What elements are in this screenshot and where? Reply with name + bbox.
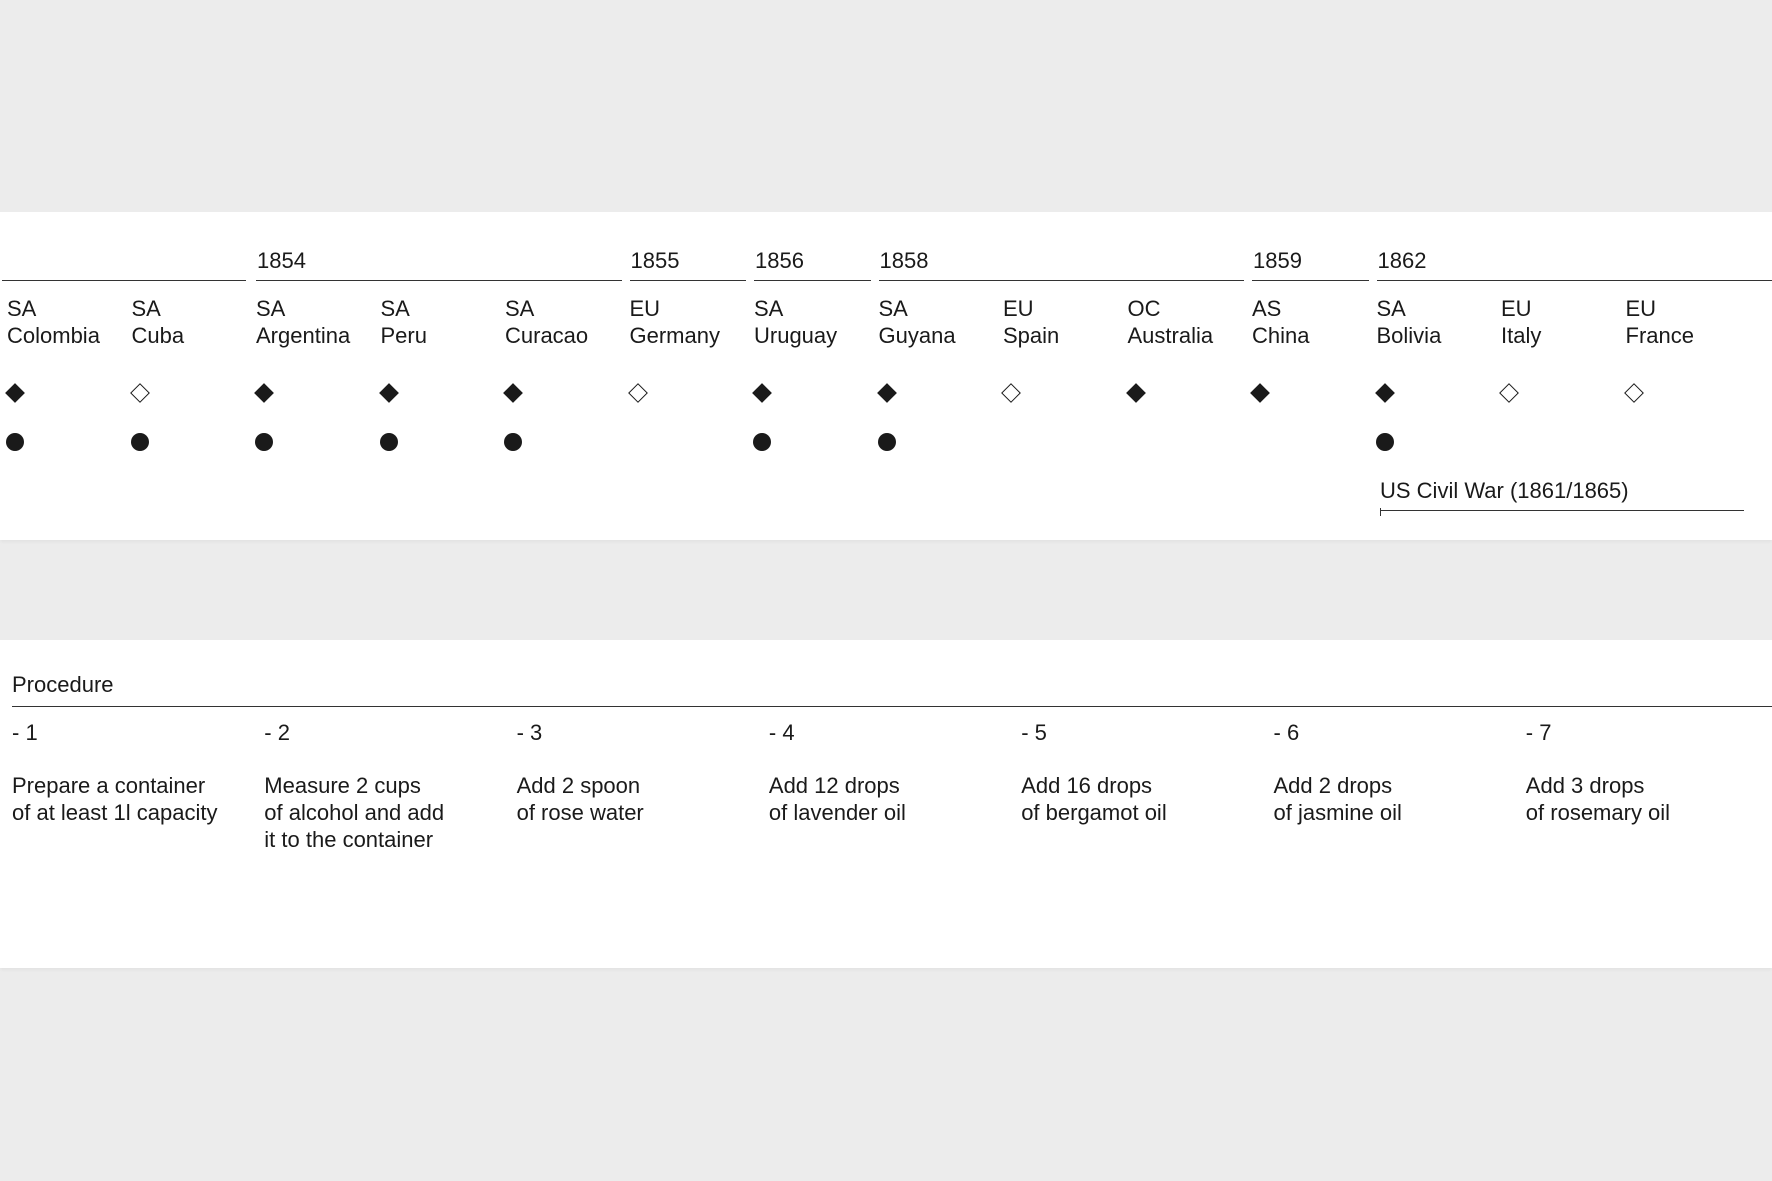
hollow-diamond-icon (1001, 383, 1021, 403)
country-column-china (1252, 295, 1372, 349)
civil-war-rule (1380, 510, 1744, 511)
country-column-curacao (505, 295, 625, 349)
country-column-peru (381, 295, 501, 349)
procedure-step-1 (12, 720, 252, 826)
step-number: - 5 (1021, 720, 1047, 745)
country-name: Colombia (7, 323, 100, 348)
year-label-1856: 1856 (755, 248, 804, 273)
region-code: SA (1376, 296, 1406, 321)
step-number: - 2 (264, 720, 290, 745)
step-number: - 7 (1525, 720, 1552, 745)
hollow-diamond-icon (1499, 383, 1519, 403)
filled-circle-icon (1376, 433, 1394, 451)
procedure-step-5 (1021, 720, 1261, 826)
step-description: Add 3 drops of rosemary oil (1525, 773, 1671, 825)
country-name: Cuba (131, 323, 185, 348)
country-name: Argentina (256, 323, 351, 348)
country-name: Guyana (878, 323, 956, 348)
filled-diamond-icon (1250, 383, 1270, 403)
year-rule-1855 (630, 280, 747, 281)
region-code: SA (131, 296, 161, 321)
year-rule-1859 (1252, 280, 1369, 281)
filled-diamond-icon (254, 383, 274, 403)
procedure-step-4 (769, 720, 1009, 826)
step-number: - 6 (1273, 720, 1300, 745)
hollow-diamond-icon (1624, 383, 1644, 403)
step-description: Prepare a container of at least 1l capacity (12, 773, 218, 825)
region-code: EU (1501, 296, 1532, 321)
filled-diamond-icon (1375, 383, 1395, 403)
year-label-1854: 1854 (257, 248, 306, 273)
country-name: Uruguay (754, 323, 838, 348)
country-column-cuba (132, 295, 252, 349)
year-label-1858: 1858 (879, 248, 929, 273)
filled-circle-icon (878, 433, 896, 451)
country-name: Italy (1501, 323, 1542, 348)
filled-diamond-icon (877, 383, 897, 403)
country-name: China (1252, 323, 1310, 348)
country-column-guyana (879, 295, 999, 349)
country-name: Australia (1127, 323, 1214, 348)
region-code: EU (629, 296, 661, 321)
hollow-diamond-icon (130, 383, 150, 403)
filled-circle-icon (753, 433, 771, 451)
country-column-colombia (7, 295, 127, 349)
timeline-panel (0, 212, 1772, 540)
country-column-australia (1128, 295, 1248, 349)
filled-diamond-icon (503, 383, 523, 403)
step-description: Measure 2 cups of alcohol and add it to the container (264, 773, 445, 852)
procedure-rule (12, 706, 1772, 707)
step-number: - 4 (768, 720, 795, 745)
country-column-uruguay (754, 295, 874, 349)
step-description: Add 2 spoon of rose water (516, 773, 644, 825)
year-rule-1854 (256, 280, 622, 281)
country-name: Germany (629, 323, 720, 348)
year-rule-1856 (754, 280, 871, 281)
procedure-step-6 (1274, 720, 1514, 826)
country-column-germany (630, 295, 750, 349)
year-label-1862: 1862 (1377, 248, 1427, 273)
step-description: Add 12 drops of lavender oil (768, 773, 906, 825)
country-column-bolivia (1377, 295, 1497, 349)
year-label-1859: 1859 (1253, 248, 1302, 273)
procedure-title: Procedure (12, 672, 114, 697)
region-code: EU (1625, 296, 1657, 321)
step-number: - 1 (12, 720, 38, 745)
year-rule-1858 (879, 280, 1245, 281)
hollow-diamond-icon (628, 383, 648, 403)
region-code: OC (1127, 296, 1161, 321)
filled-diamond-icon (1126, 383, 1146, 403)
country-name: France (1625, 323, 1694, 348)
filled-circle-icon (255, 433, 273, 451)
filled-circle-icon (6, 433, 24, 451)
region-code: SA (256, 296, 286, 321)
civil-war-label: US Civil War (1861/1865) (1380, 478, 1629, 503)
country-column-france (1626, 295, 1746, 349)
region-code: SA (7, 296, 37, 321)
step-number: - 3 (516, 720, 543, 745)
country-column-spain (1003, 295, 1123, 349)
country-column-argentina (256, 295, 376, 349)
region-code: SA (505, 296, 535, 321)
procedure-step-2 (264, 720, 504, 853)
step-description: Add 2 drops of jasmine oil (1273, 773, 1402, 825)
year-rule-lead (2, 280, 246, 281)
procedure-panel (0, 640, 1772, 968)
year-label-1855: 1855 (630, 248, 680, 273)
procedure-step-7 (1526, 720, 1766, 826)
country-name: Peru (380, 323, 427, 348)
step-description: Add 16 drops of bergamot oil (1021, 773, 1167, 825)
filled-circle-icon (131, 433, 149, 451)
filled-circle-icon (504, 433, 522, 451)
region-code: EU (1003, 296, 1034, 321)
year-rule-1862 (1377, 280, 1772, 281)
filled-diamond-icon (5, 383, 25, 403)
country-name: Bolivia (1376, 323, 1442, 348)
region-code: AS (1252, 296, 1282, 321)
country-name: Curacao (505, 323, 589, 348)
region-code: SA (878, 296, 908, 321)
filled-circle-icon (380, 433, 398, 451)
procedure-step-3 (517, 720, 757, 826)
country-column-italy (1501, 295, 1621, 349)
filled-diamond-icon (379, 383, 399, 403)
region-code: SA (754, 296, 784, 321)
region-code: SA (380, 296, 410, 321)
filled-diamond-icon (752, 383, 772, 403)
country-name: Spain (1003, 323, 1060, 348)
